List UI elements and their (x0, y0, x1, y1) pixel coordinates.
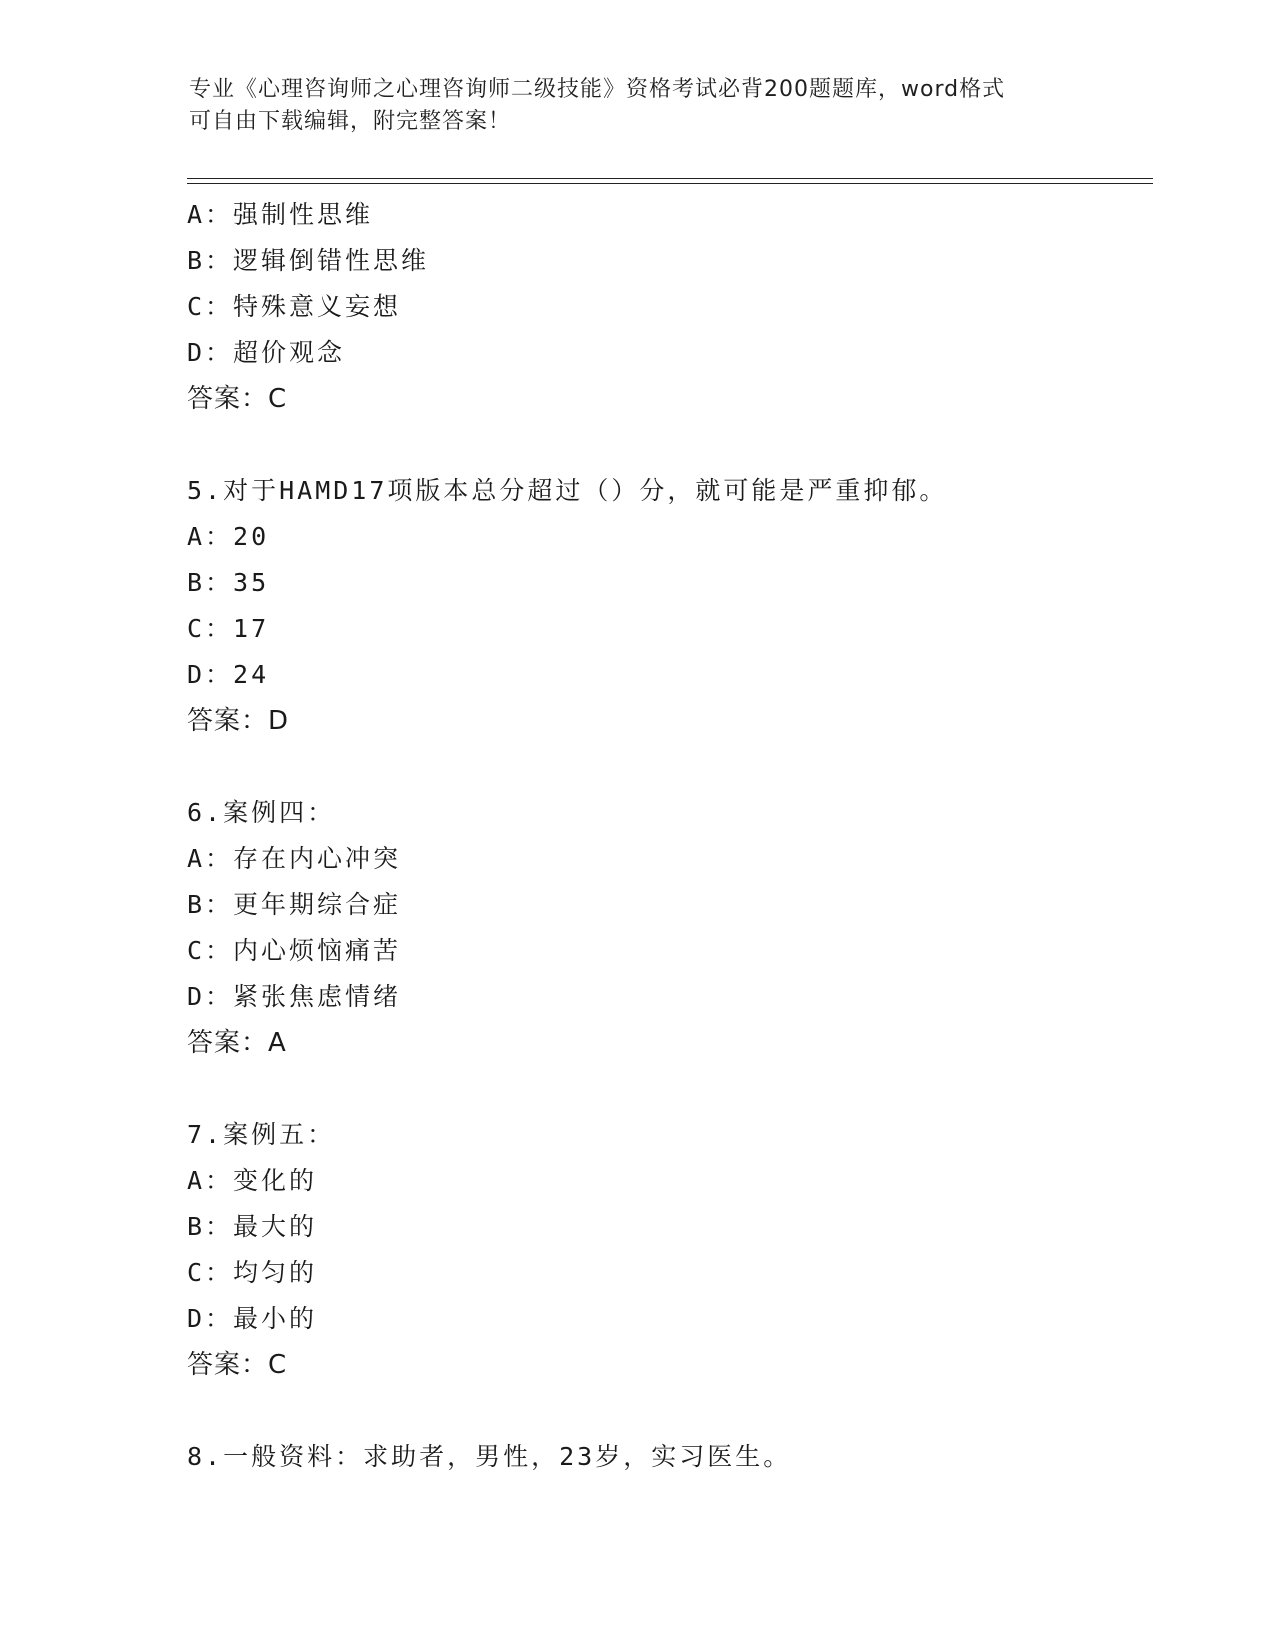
question-block (187, 468, 1147, 744)
header-divider-bottom (187, 183, 1153, 184)
question-list (187, 192, 1147, 1480)
question-block (187, 192, 1147, 422)
question-option: C：17 (187, 614, 270, 643)
question-answer: 答案：C (187, 384, 288, 414)
header-divider-top (187, 178, 1153, 179)
question-stem: 6.案例四： (187, 798, 336, 827)
question-option: B：最大的 (187, 1212, 318, 1241)
question-option: D：24 (187, 660, 270, 689)
question-stem: 7.案例五： (187, 1120, 336, 1149)
question-block (187, 1112, 1147, 1388)
question-option: C：特殊意义妄想 (187, 292, 402, 321)
header-title-line-1: 专业《心理咨询师之心理咨询师二级技能》资格考试必背200题题库，word格式 (189, 77, 1006, 102)
question-option: D：超价观念 (187, 338, 346, 367)
question-option: D：最小的 (187, 1304, 318, 1333)
question-option: C：内心烦恼痛苦 (187, 936, 402, 965)
question-option: B：逻辑倒错性思维 (187, 246, 430, 275)
question-answer: 答案：C (187, 1350, 288, 1380)
question-option: D：紧张焦虑情绪 (187, 982, 402, 1011)
question-block (187, 790, 1147, 1066)
question-option: A：20 (187, 522, 270, 551)
question-option: C：均匀的 (187, 1258, 318, 1287)
header-title-line-2: 可自由下载编辑，附完整答案！ (189, 109, 512, 134)
question-answer: 答案：A (187, 1028, 287, 1058)
question-option: B：35 (187, 568, 270, 597)
question-option: A：存在内心冲突 (187, 844, 402, 873)
question-answer: 答案：D (187, 706, 290, 736)
question-option: A：强制性思维 (187, 200, 374, 229)
question-block (187, 1434, 1147, 1480)
question-option: A：变化的 (187, 1166, 318, 1195)
question-stem: 5.对于HAMD17项版本总分超过（）分，就可能是严重抑郁。 (187, 476, 948, 505)
question-option: B：更年期综合症 (187, 890, 402, 919)
question-stem: 8.一般资料：求助者，男性，23岁，实习医生。 (187, 1442, 792, 1471)
document-header (189, 74, 1069, 138)
